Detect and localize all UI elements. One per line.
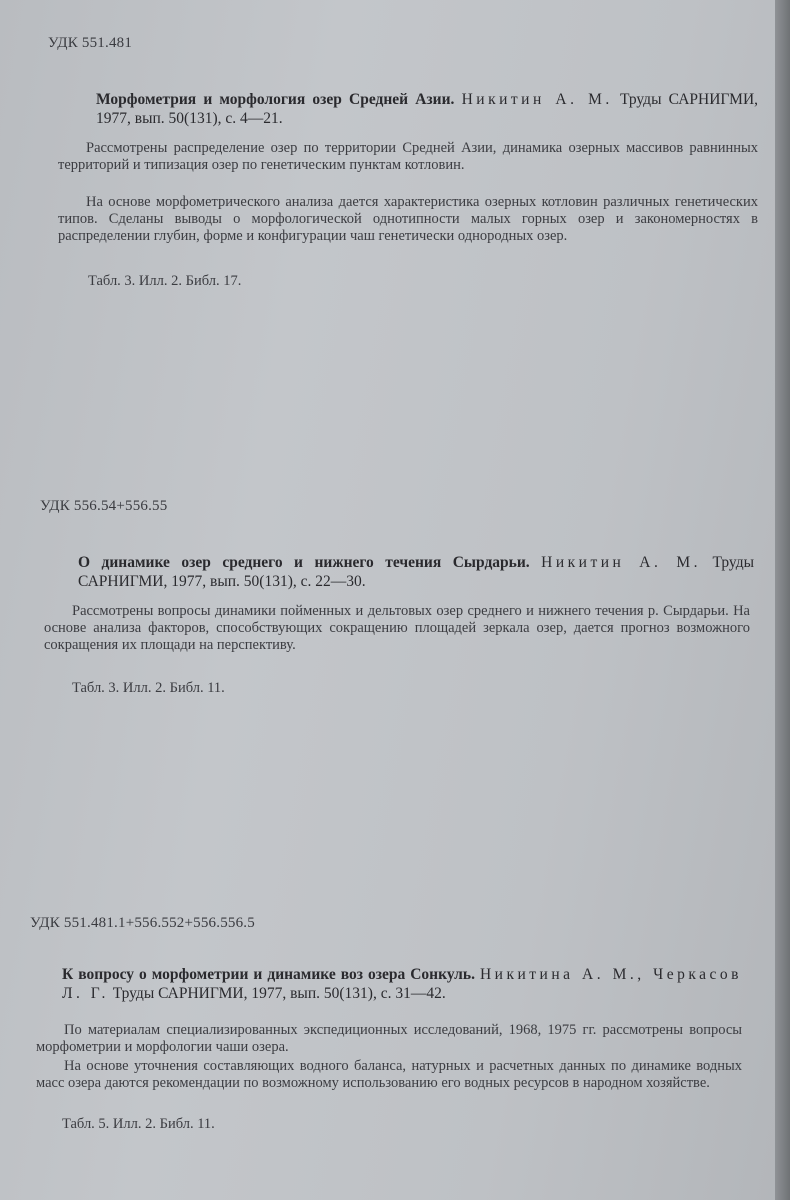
article-citation: Труды САРНИГМИ, 1977, вып. 50(131), с. 22—30. xyxy=(78,554,754,590)
article-author: Никитин А. М. xyxy=(541,554,702,571)
abstract-stats: Табл. 3. Илл. 2. Библ. 17. xyxy=(88,273,242,289)
bibliographic-reference xyxy=(62,965,742,1003)
bibliographic-reference xyxy=(96,90,758,128)
udc-code: УДК 556.54+556.55 xyxy=(40,498,168,514)
article-title: К вопросу о морфометрии и динамике воз озера Сонкуль. xyxy=(62,966,475,983)
article-citation: Труды САРНИГМИ, 1977, вып. 50(131), с. 31—42. xyxy=(112,985,446,1002)
abstract-stats: Табл. 5. Илл. 2. Библ. 11. xyxy=(62,1116,215,1132)
abstract-paragraph: Рассмотрены распределение озер по территории Средней Азии, динамика озерных массивов равнинных территорий и типизация озер по генетическим пунктам котловин. xyxy=(58,140,758,173)
abstract-stats: Табл. 3. Илл. 2. Библ. 11. xyxy=(72,680,225,696)
article-citation: Труды САРНИГМИ, 1977, вып. 50(131), с. 4—21. xyxy=(96,91,759,127)
abstract-paragraph: На основе морфометрического анализа дается характеристика озерных котловин различных генетических типов. Сделаны выводы о морфологической однотипности малых горных озер и закономерностях в распределении глубин, форме и конфигурации чаш генетически однородных озер. xyxy=(58,194,758,244)
abstract-paragraph: По материалам специализированных экспедиционных исследований, 1968, 1975 гг. рассмотрены вопросы морфометрии и морфологии чаши озера. xyxy=(36,1022,742,1055)
bibliographic-reference xyxy=(78,553,754,591)
udc-code: УДК 551.481.1+556.552+556.556.5 xyxy=(30,915,255,931)
udc-code: УДК 551.481 xyxy=(48,35,133,51)
page-edge xyxy=(775,0,790,1200)
abstract-paragraph: Рассмотрены вопросы динамики пойменных и дельтовых озер среднего и нижнего течения р. Сырдарьи. На основе анализа факторов, способствующих сокращению площадей зеркала озер, дается прогноз возможного сокращения их площади на перспективу. xyxy=(44,603,750,653)
article-title: Морфометрия и морфология озер Средней Азии. xyxy=(96,91,455,108)
article-author: Никитин А. М. xyxy=(461,91,613,108)
abstract-paragraph: На основе уточнения составляющих водного баланса, натурных и расчетных данных по динамике водных масс озера даются рекомендации по возможному использованию его водных ресурсов в народном хозяйстве. xyxy=(36,1058,742,1091)
article-title: О динамике озер среднего и нижнего течения Сырдарьи. xyxy=(78,554,530,571)
article-author: Никитина А. М., Черкасов Л. Г. xyxy=(62,966,742,1002)
